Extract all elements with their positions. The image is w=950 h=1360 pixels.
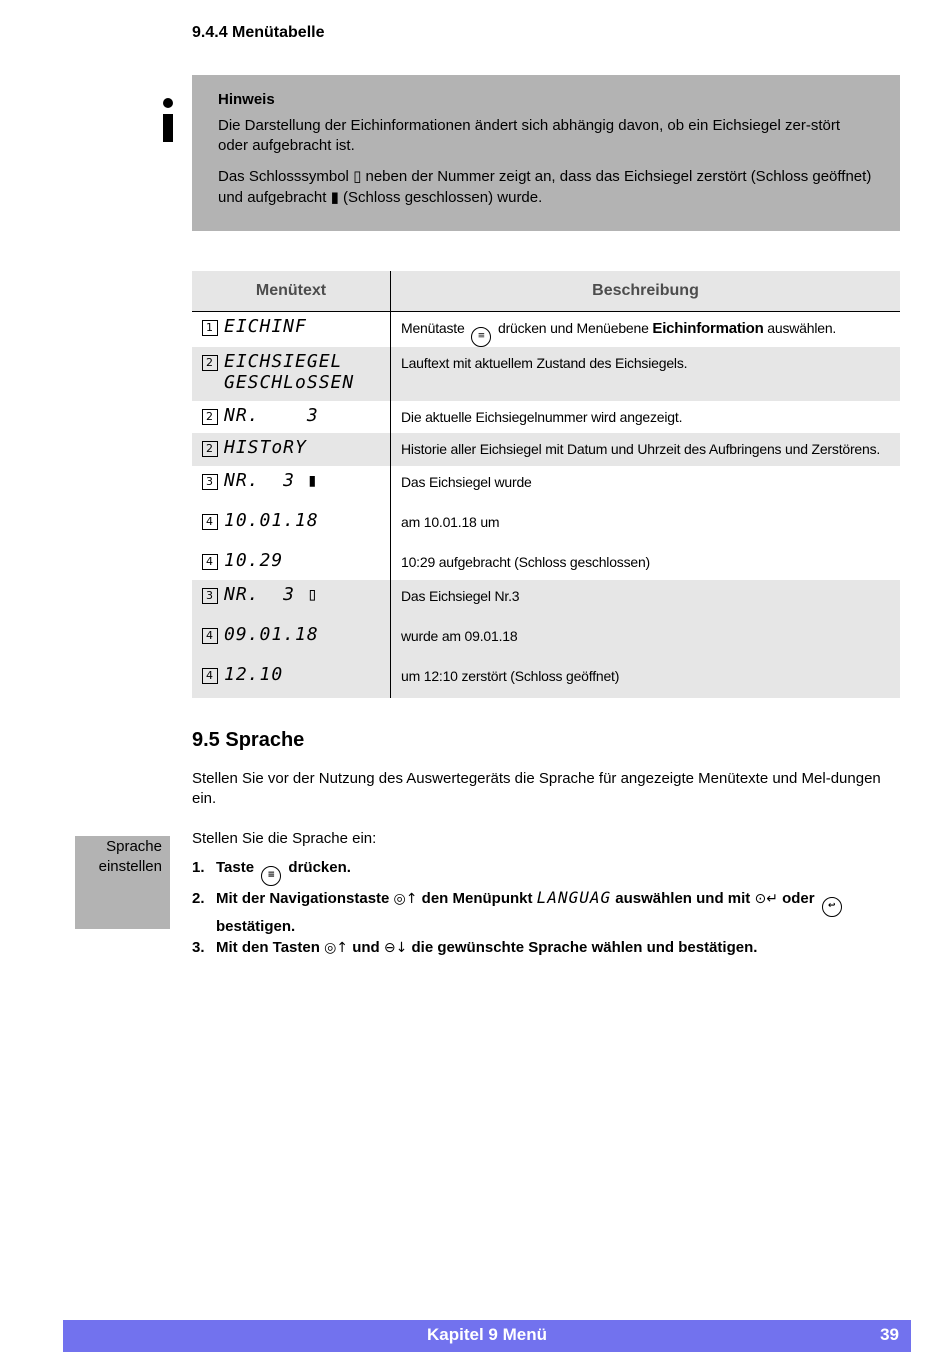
table-row: [192, 466, 900, 506]
step-text: drücken.: [288, 859, 351, 876]
section-title: 9.4.4 Menütabelle: [192, 24, 325, 41]
step-2: [192, 888, 900, 937]
lcd-text: 10.01.18: [224, 510, 319, 531]
sidebar-line-2: einstellen: [98, 858, 162, 875]
desc-text: Lauftext mit aktuellem Zustand des Eichsiegels.: [391, 347, 901, 401]
steps-lead: Stellen Sie die Sprache ein:: [192, 830, 377, 847]
desc-text: Menütaste: [401, 320, 465, 336]
page-number: 39: [880, 1325, 899, 1344]
sidebar-box: [75, 836, 170, 929]
step-number: 3.: [192, 939, 205, 956]
step-text: und: [352, 939, 380, 956]
enter-key-icon: ⊙↵: [754, 891, 778, 907]
section-heading: 9.5 Sprache: [192, 729, 305, 751]
desc-text: drücken und Menüebene: [497, 320, 649, 336]
table-row: [192, 546, 900, 580]
page-footer: [63, 1320, 911, 1352]
nav-up-key-icon: ◎↑: [324, 940, 349, 956]
level-badge: 4: [202, 514, 218, 530]
step-text: Mit den Tasten: [216, 939, 320, 956]
level-badge: 1: [202, 320, 218, 336]
level-badge: 2: [202, 355, 218, 371]
table-row: [192, 660, 900, 698]
table-row: [192, 401, 900, 433]
step-text: Taste: [216, 859, 255, 876]
note-paragraph-1: Die Darstellung der Eichinformationen ändert sich abhängig davon, ob ein Eichsiegel zer-stört oder aufgebracht ist.: [218, 117, 841, 154]
nav-up-key-icon: ◎↑: [393, 891, 418, 907]
step-text: auswählen und mit: [615, 890, 751, 907]
desc-text: Das Eichsiegel Nr.3: [391, 580, 901, 620]
level-badge: 3: [202, 474, 218, 490]
note-p2-b: neben der Nummer zeigt an, dass das Eichsiegel zerstört (Schloss geöffnet) und aufgebracht: [218, 168, 872, 206]
nav-down-key-icon: ⊖↓: [383, 940, 408, 956]
section-intro: Stellen Sie vor der Nutzung des Auswertegeräts die Sprache für angezeigte Menütexte und Mel-dungen ein.: [192, 770, 881, 807]
menu-key-icon: ≡: [261, 866, 281, 886]
step-number: 1.: [192, 859, 205, 876]
lcd-text: NR. 3 ▯: [224, 584, 319, 605]
note-heading: Hinweis: [218, 91, 275, 108]
lcd-text: NR. 3: [224, 405, 319, 426]
info-icon: [160, 98, 176, 146]
desc-text: um 12:10 zerstört (Schloss geöffnet): [391, 660, 901, 698]
desc-text: Historie aller Eichsiegel mit Datum und Uhrzeit des Aufbringens und Zerstörens.: [391, 433, 901, 466]
level-badge: 4: [202, 554, 218, 570]
sidebar-line-1: Sprache: [106, 838, 162, 855]
lcd-text-line2: GESCHLoSSEN: [224, 372, 355, 393]
level-badge: 4: [202, 668, 218, 684]
return-key-icon: ↩: [822, 897, 842, 917]
level-badge: 4: [202, 628, 218, 644]
table-row: [192, 506, 900, 546]
level-badge: 2: [202, 441, 218, 457]
step-text: die gewünschte Sprache wählen und bestätigen.: [411, 939, 758, 956]
step-text: Mit der Navigationstaste: [216, 890, 390, 907]
lcd-text: LANGUAG: [536, 888, 612, 907]
menu-table: [192, 271, 900, 698]
step-number: 2.: [192, 890, 205, 907]
note-p2-c: (Schloss geschlossen) wurde.: [343, 189, 543, 206]
lcd-text: EICHINF: [224, 316, 307, 337]
desc-text: Die aktuelle Eichsiegelnummer wird angezeigt.: [401, 409, 683, 425]
table-row: [192, 580, 900, 620]
note-paragraph-2: [218, 166, 874, 208]
table-row: [192, 620, 900, 660]
menu-key-icon: ≡: [471, 327, 491, 347]
table-row: [192, 347, 900, 401]
level-badge: 2: [202, 409, 218, 425]
table-row: [192, 433, 900, 466]
step-1: [192, 858, 900, 886]
desc-text: 10:29 aufgebracht (Schloss geschlossen): [401, 554, 651, 570]
desc-bold: Eichinformation: [652, 320, 764, 337]
header-menutext: Menütext: [192, 271, 391, 312]
header-beschreibung: Beschreibung: [391, 271, 901, 312]
lock-closed-icon: ▮: [330, 188, 339, 206]
step-text: oder: [782, 890, 815, 907]
step-text: den Menüpunkt: [421, 890, 533, 907]
note-p2-a: Das Schlosssymbol: [218, 168, 349, 185]
step-3: [192, 938, 900, 958]
lcd-text: EICHSIEGEL: [224, 351, 343, 372]
lcd-text: NR. 3 ▮: [224, 470, 319, 491]
lcd-text: 09.01.18: [224, 624, 319, 645]
desc-text: Das Eichsiegel wurde: [401, 474, 532, 490]
note-box: [192, 75, 900, 231]
lock-open-icon: ▯: [353, 167, 362, 185]
desc-text: auswählen.: [767, 320, 837, 336]
lcd-text: HISToRY: [224, 437, 307, 458]
desc-text: am 10.01.18 um: [401, 514, 500, 530]
level-badge: 3: [202, 588, 218, 604]
lcd-text: 10.29: [224, 550, 284, 571]
table-row: [192, 312, 900, 348]
footer-title: Kapitel 9 Menü: [427, 1325, 547, 1344]
desc-text: wurde am 09.01.18: [391, 620, 901, 660]
step-text: bestätigen.: [216, 918, 296, 935]
lcd-text: 12.10: [224, 664, 284, 685]
